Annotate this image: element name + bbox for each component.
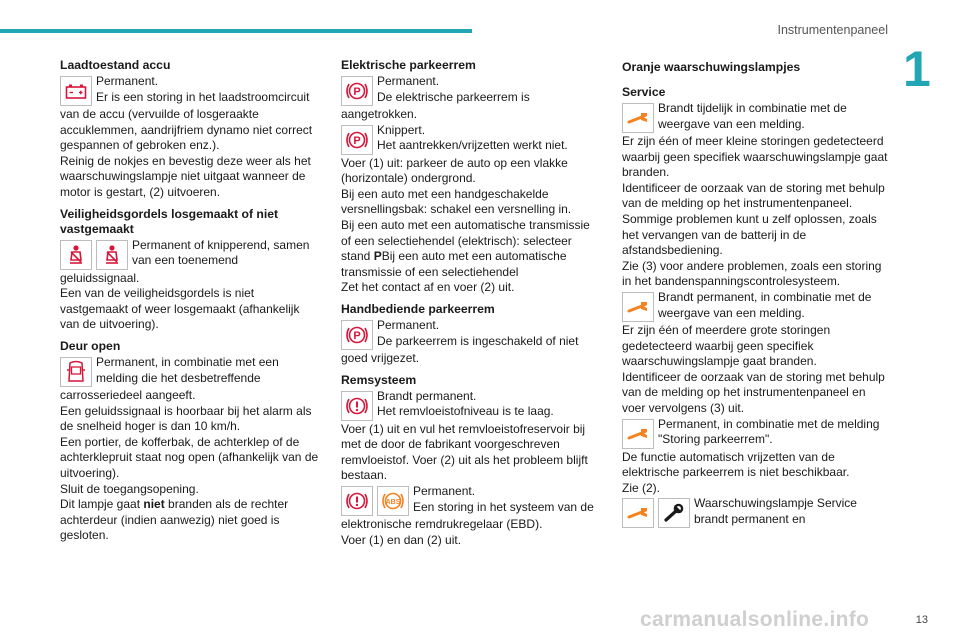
door-open-icon [60,357,92,387]
battery-line2: Er is een storing in het laadstroomcircuit [96,89,310,104]
epb-b-tail: Voer (1) uit: parkeer de auto op een vlakke (horizontale) ondergrond. [341,155,568,186]
service-wrench-icon [622,498,654,528]
epb-b-line2: Het aantrekken/vrijzetten werkt niet. [377,138,568,153]
battery-icon [60,76,92,106]
watermark: carmanualsonline.info [640,608,870,631]
service-b-line1: Brandt permanent, in combinatie met de weergave van een melding. [658,289,872,320]
brake-system-icon [341,391,373,421]
service-a-p3: Sommige problemen kunt u zelf oplossen, zoals het vervangen van de batterij in de afstandsbediening. [622,211,877,258]
service-a-p2: Identificeer de oorzaak van de storing met behulp van de melding op het instrumentenpaneel. [622,180,885,211]
chapter-number: 1 [903,41,931,97]
service-d-line1: Waarschuwingslampje Service brandt permanent en [694,496,857,526]
seatbelt-heading: Veiligheidsgordels losgemaakt of niet vastgemaakt [60,206,279,236]
brake-system-heading: Remsysteem [341,372,417,387]
door-p5-pre: Dit lampje gaat [60,497,144,512]
door-heading: Deur open [60,338,121,353]
service-wrench-icon [622,292,654,322]
service-c-p1: De functie automatisch vrijzetten van de elektrische parkeerrem is niet beschikbaar. [622,449,850,480]
manual-line2: De parkeerrem is ingeschakeld of niet [377,333,579,348]
section-title: Instrumentenpaneel [777,23,888,37]
battery-line1: Permanent. [96,74,159,88]
svg-text:P: P [353,86,361,98]
service-heading: Service [622,85,666,99]
ebd-line1: Permanent. [413,483,476,498]
page-number: 13 [915,614,928,626]
seatbelt-tail: geluidssignaal. [60,270,140,285]
column-3 [622,58,888,529]
ebd-tail: elektronische remdrukregelaar (EBD). [341,516,543,531]
battery-paragraph: Reinig de nokjes en bevestig deze weer als het waarschuwingslampje niet uitgaat wanneer de motor is gestart, (2) uitvoeren. [60,153,311,199]
epb-paragraph-3 [341,218,603,280]
service-c-p2: Zie (2). [622,480,661,495]
service-b-p1: Er zijn één of meerdere grote storingen gedetecteerd waarbij geen specifiek waarschuwingslampje gaat branden. [622,322,831,369]
door-paragraph-5 [60,497,322,544]
orange-lamps-heading: Oranje waarschuwingslampjes [622,60,801,74]
door-tail: carrosseriedeel aangeeft. [60,387,196,402]
header-accent-bar [0,29,472,33]
epb-p3-bold: P [373,249,382,264]
epb-p3-post: Bij een auto met een automatische transmissie of een selectiehendel [341,249,567,279]
brake-line1: Brandt permanent. [377,388,477,403]
manual-tail: goed vrijgezet. [341,350,420,365]
parking-brake-icon [341,76,373,106]
epb-p3-pre: Bij een auto met een automatische transmissie of een selectiehendel (elektrisch): selecteer stand [341,217,590,264]
epb-paragraph-4: Zet het contact af en voer (2) uit. [341,280,515,295]
service-a-p4: Zie (3) voor andere problemen, zoals een storing in het bandenspanningscontrolesysteem. [622,258,882,289]
brake-line2: Het remvloeistofniveau is te laag. [377,404,554,419]
parking-brake-icon [341,320,373,350]
epb-b-line1: Knippert. [377,122,426,137]
door-p5-bold: niet [143,497,165,512]
door-paragraph-3: Een portier, de kofferbak, de achterklep of de achterklepruit staat nog open (afhankelijk van de uitvoering). [60,434,319,480]
seatbelt-icon [60,240,92,270]
service-wrench-icon [622,419,654,449]
door-paragraph-4: Sluit de toegangsopening. [60,481,199,496]
brake-tail: Voer (1) uit en vul het remvloeistofreservoir bij met de door de fabrikant voorgeschreven remvloeistof. Voer (2) uit als het probleem blijft bestaan. [341,421,588,483]
manual-line1: Permanent. [377,317,440,332]
epb-paragraph-2: Bij een auto met een handgeschakelde versnellingsbak: schakel een versnelling in. [341,186,572,217]
service-b-p2: Identificeer de oorzaak van de storing met behulp van de melding op het instrumentenpaneel en voer vervolgens (3) uit. [622,369,885,415]
epb-a-tail: aangetrokken. [341,107,418,121]
svg-text:P: P [353,329,361,342]
service-wrench-icon [622,103,654,133]
seatbelt-line1: Permanent of knipperend, samen van een toenemend [132,237,310,268]
manual-brake-heading: Handbediende parkeerrem [341,301,495,316]
service-a-line1: Brandt tijdelijk in combinatie met de weergave van een melding. [658,101,847,131]
door-paragraph-2: Een geluidssignaal is hoorbaar bij het alarm als de snelheid hoger is dan 10 km/h. [60,403,312,434]
abs-icon [377,486,409,516]
column-2 [341,58,603,548]
battery-heading: Laadtoestand accu [60,58,171,72]
column-1 [60,58,322,544]
ebd-line2: Een storing in het systeem van de [413,499,594,514]
service-a-p1: Er zijn één of meer kleine storingen gedetecteerd waarbij geen specifiek waarschuwingslampje gaat branden. [622,134,888,180]
wrench-icon [658,498,690,528]
abs-icon-label: ABS [385,498,401,506]
epb-a-line2: De elektrische parkeerrem is [377,89,530,104]
brake-system-icon [341,486,373,516]
battery-tail: van de accu (vervuilde of losgeraakte accuklemmen, aandrijfriem dynamo niet correct gespannen of gebroken enz.). [60,107,313,153]
service-c-line1: Permanent, in combinatie met de melding "Storing parkeerrem". [658,416,880,447]
epb-a-line1: Permanent. [377,74,440,88]
door-p5-post: branden als de rechter achterdeur (indien aanwezig) niet goed is gesloten. [60,497,289,543]
door-line1: Permanent, in combinatie met een melding die het desbetreffende [96,354,279,385]
ebd-paragraph-2: Voer (1) en dan (2) uit. [341,532,462,547]
epb-heading: Elektrische parkeerrem [341,58,476,72]
parking-brake-icon [341,125,373,155]
svg-text:P: P [353,134,361,147]
seatbelt-icon [96,240,128,270]
seatbelt-paragraph: Een van de veiligheidsgordels is niet vastgemaakt of weer losgemaakt (afhankelijk van de uitvoering). [60,286,300,332]
